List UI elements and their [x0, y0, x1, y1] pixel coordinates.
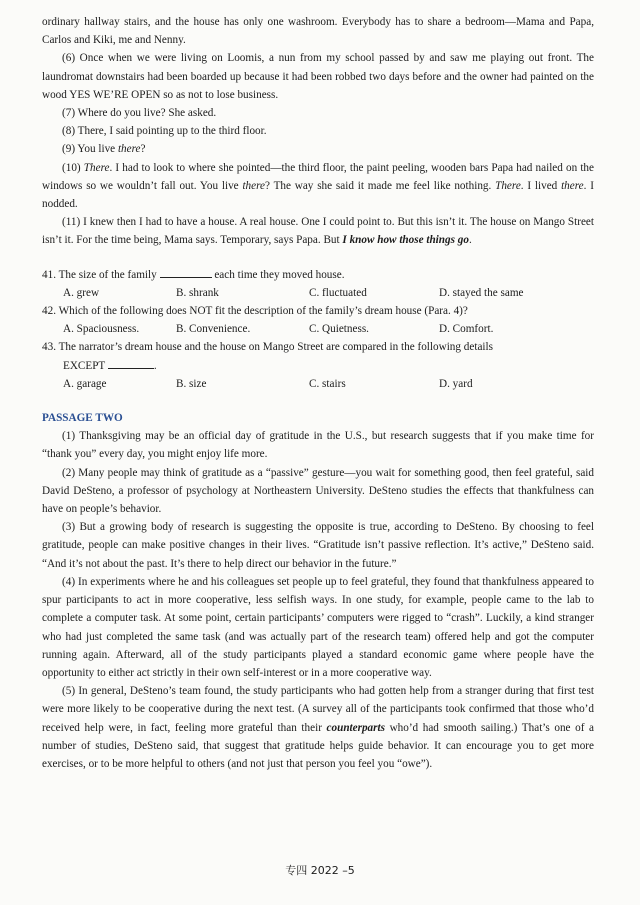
option-b[interactable]: B. shrank — [176, 286, 219, 299]
question-42 — [42, 302, 594, 338]
question-stem: 41. The size of the family — [42, 268, 160, 281]
option-d[interactable]: D. Comfort. — [439, 323, 494, 336]
emphasis: counterparts — [326, 721, 385, 734]
text: ? The way she said it made me feel like nothing. — [265, 179, 496, 192]
option-c[interactable]: C. Quietness. — [309, 323, 369, 336]
paragraph-11 — [42, 213, 594, 249]
text: (10) — [62, 161, 84, 174]
text: . — [468, 234, 472, 247]
paragraph-5 — [42, 682, 594, 773]
paragraph-2: (2) Many people may think of gratitude as a “passive” gesture—you wait for something good, then feel grateful, said David DeSteno, a professor of psychology at Northeastern University. DeSteno studies the effects that thankfulness can have on people’s behavior. — [42, 466, 594, 516]
question-stem: each time they moved house. — [211, 268, 345, 281]
question-stem: 43. The narrator’s dream house and the house on Mango Street are compared in the following details — [42, 341, 493, 354]
page-footer: 专四 2022 –5 — [285, 864, 355, 877]
emphasis: there — [117, 143, 141, 156]
option-a[interactable]: A. garage — [63, 377, 107, 390]
option-a[interactable]: A. Spaciousness. — [63, 323, 140, 336]
option-b[interactable]: B. size — [176, 377, 207, 390]
text: . I nodded. — [42, 179, 594, 211]
text: . I lived — [520, 179, 562, 192]
option-b[interactable]: B. Convenience. — [176, 323, 251, 336]
emphasis: there — [242, 179, 266, 192]
question-stem: . — [153, 359, 157, 372]
option-d[interactable]: D. yard — [439, 377, 473, 390]
emphasis: there — [561, 179, 584, 192]
paragraph-1: (1) Thanksgiving may be an official day of gratitude in the U.S., but research suggests that if you make time for “thank you” every day, you might enjoy life more. — [42, 430, 594, 461]
question-43 — [42, 338, 594, 393]
passage-title: PASSAGE TWO — [42, 412, 123, 425]
answer-blank — [160, 267, 212, 278]
paragraph-6: (6) Once when we were living on Loomis, a nun from my school passed by and saw me playing out front. The laundromat downstairs had been boarded up because it had been robbed two days before and the owner had painted on the wood YES WE’RE OPEN so as not to lose business. — [42, 52, 594, 101]
option-a[interactable]: A. grew — [63, 286, 100, 299]
paragraph-9 — [42, 140, 594, 158]
answer-blank — [108, 358, 154, 369]
question-41 — [42, 266, 594, 302]
question-stem: EXCEPT — [63, 359, 108, 372]
text: (9) You live — [62, 143, 118, 156]
paragraph-7: (7) Where do you live? She asked. — [62, 107, 217, 120]
emphasis: There — [495, 179, 521, 192]
question-stem: 42. Which of the following does NOT fit the description of the family’s dream house (Para. 4)? — [42, 305, 468, 318]
paragraph-3: (3) But a growing body of research is suggesting the opposite is true, according to DeSteno. By choosing to feel gratitude, people can make positive changes in their lives. “Gratitude isn’t passive reflection. It’s active,” DeSteno said. “And it’s not about the past. It’s there to help direct our behavior in the future.” — [42, 521, 594, 570]
emphasis: There — [83, 161, 110, 174]
text: who’d had smooth sailing.) That’s one of a number of studies, DeSteno said, that suggest that gratitude helps guide behavior. It can encourage you to get more exercises, or to be more helpful to others (and not just that person you feel you “owe”). — [42, 721, 594, 770]
text: (5) In general, DeSteno’s team found, the study participants who had gotten help from a stranger during that first test were more likely to be cooperative during the next test. (A survey all of the participants took confirmed that those who’d received help were, in fact, feeling more grateful than their — [42, 685, 594, 734]
paragraph-4: (4) In experiments where he and his colleagues set people up to feel grateful, they found that thankfulness appeared to spur participants to act in more cooperative, less selfish ways. In one study, for example, people came to the lab to complete a computer task. At some point, certain participants’ computers were rigged to “crash”. Luckily, a kind stranger who had just completed the same task (and was actually part of the research team) offered help and got the computer running again. Afterward, all of the study participants played a standard economic game where people have the opportunity to either act strictly in their own self-interest or in a more cooperative way. — [42, 575, 594, 679]
text: ? — [140, 143, 146, 156]
paragraph-10 — [42, 159, 594, 214]
emphasis: I know how those things go — [342, 234, 469, 247]
option-d[interactable]: D. stayed the same — [439, 286, 524, 299]
paragraph-8: (8) There, I said pointing up to the third floor. — [62, 125, 267, 138]
option-c[interactable]: C. stairs — [309, 377, 346, 390]
text: . I had to look to where she pointed—the third floor, the paint peeling, wooden bars Papa had nailed on the windows so we wouldn’t fall out. You live — [42, 161, 594, 192]
paragraph-continued: ordinary hallway stairs, and the house has only one washroom. Everybody has to share a bedroom—Mama and Papa, Carlos and Kiki, me and Nenny. — [42, 16, 594, 47]
text: (11) I knew then I had to have a house. A real house. One I could point to. But this isn’t it. The house on Mango Street isn’t it. For the time being, Mama says. Temporary, says Papa. But — [42, 216, 594, 247]
option-c[interactable]: C. fluctuated — [309, 286, 367, 299]
